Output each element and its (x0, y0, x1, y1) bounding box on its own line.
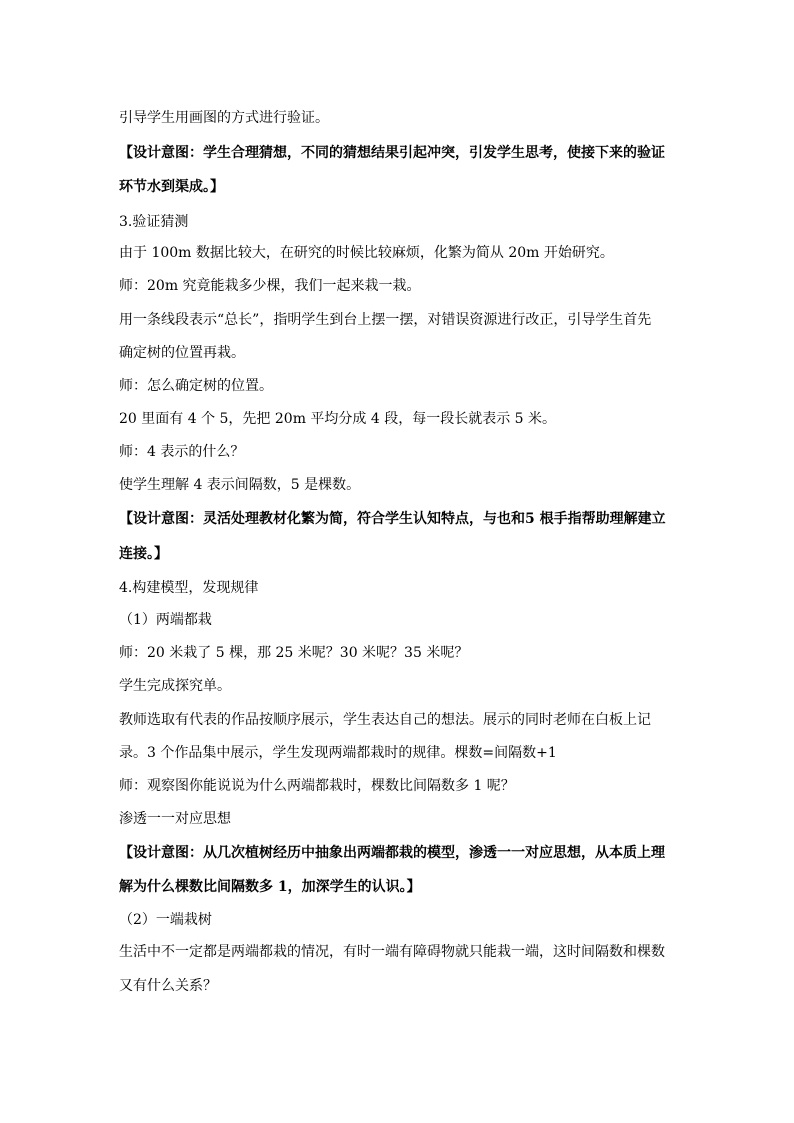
paragraph-line: 确定树的位置再栽。 (119, 345, 245, 361)
paragraph-line: 由于 100m 数据比较大，在研究的时候比较麻烦，化繁为简从 20m 开始研究。 (119, 245, 614, 261)
paragraph-line: 又有什么关系？ (119, 978, 217, 994)
design-intent-line: 【设计意图：学生合理猜想，不同的猜想结果引起冲突，引发学生思考，使接下来的验证 (119, 145, 665, 161)
paragraph-line: 师：4 表示的什么？ (119, 444, 245, 460)
subsection-heading: （1）两端都栽 (119, 612, 212, 628)
paragraph-line: 学生完成探究单。 (119, 678, 231, 694)
paragraph-line: 师：怎么确定树的位置。 (119, 378, 273, 394)
paragraph-line: 用一条线段表示“总长”，指明学生到台上摆一摆，对错误资源进行改正，引导学生首先 (119, 312, 652, 328)
paragraph-line: 引导学生用画图的方式进行验证。 (119, 110, 329, 126)
design-intent-line: 【设计意图：从几次植树经历中抽象出两端都栽的模型，渗透一一对应思想，从本质上理 (119, 845, 665, 861)
section-heading: 3.验证猜测 (119, 214, 189, 230)
paragraph-line: 渗透一一对应思想 (119, 811, 231, 827)
paragraph-line: 录。3 个作品集中展示，学生发现两端都栽时的规律。棵数=间隔数+1 (119, 745, 557, 761)
design-intent-line: 环节水到渠成。】 (119, 179, 224, 195)
subsection-heading: （2）一端栽树 (119, 912, 212, 928)
paragraph-line: 师：20m 究竟能栽多少棵，我们一起来栽一栽。 (119, 278, 421, 294)
design-intent-line: 【设计意图：灵活处理教材化繁为简，符合学生认知特点，与也和5 根手指帮助理解建立 (119, 511, 666, 527)
paragraph-line: 20 里面有 4 个 5，先把 20m 平均分成 4 段，每一段长就表示 5 米。 (119, 411, 557, 427)
section-heading: 4.构建模型，发现规律 (119, 580, 259, 596)
paragraph-line: 使学生理解 4 表示间隔数，5 是棵数。 (119, 477, 361, 493)
design-intent-line: 连接。】 (119, 546, 168, 562)
paragraph-line: 师：20 米栽了 5 棵，那 25 米呢？30 米呢？35 米呢？ (119, 645, 469, 661)
paragraph-line: 生活中不一定都是两端都栽的情况，有时一端有障碍物就只能栽一端，这时间隔数和棵数 (119, 944, 665, 960)
design-intent-line: 解为什么棵数比间隔数多 1，加深学生的认识。】 (119, 879, 421, 895)
paragraph-line: 教师选取有代表的作品按顺序展示，学生表达自己的想法。展示的同时老师在白板上记 (119, 712, 651, 728)
paragraph-line: 师：观察图你能说说为什么两端都栽时，棵数比间隔数多 1 呢？ (119, 778, 515, 794)
